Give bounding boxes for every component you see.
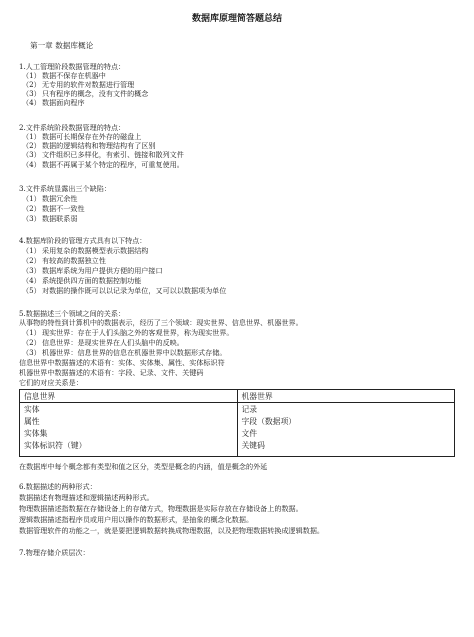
section-5-heading: 5.数据描述三个领域之间的关系： xyxy=(19,309,126,318)
section-6-heading: 6.数据描述的两种形式： xyxy=(19,482,97,491)
list-item: （4）数据面向程序 xyxy=(22,98,85,107)
list-item: （3）数据库系统为用户提供方便的用户接口 xyxy=(22,266,163,275)
section-3-heading: 3.文件系统显露出三个缺陷： xyxy=(19,184,111,193)
section-4-heading: 4.数据库阶段的管理方式具有以下特点： xyxy=(19,236,147,245)
table-cell-line: 记录 xyxy=(241,405,258,414)
table-cell-machine-world xyxy=(237,403,455,457)
table-cell-line: 实体标识符（键） xyxy=(24,441,87,450)
list-item: （4）数据不再属于某个特定的程序，可重复使用。 xyxy=(22,160,184,169)
paragraph: 数据管理软件的功能之一，就是要把逻辑数据转换成物理数据，以及把物理数据转换成逻辑数据。 xyxy=(19,526,325,535)
section-7-heading: 7.物理存储介质层次： xyxy=(19,548,90,557)
table-cell-line: 属性 xyxy=(24,417,40,426)
list-item: （3）机器世界：信息世界的信息在机器世界中以数据形式存储。 xyxy=(22,348,227,357)
list-item: （1）现实世界：存在于人们头脑之外的客观世界，称为现实世界。 xyxy=(22,328,234,337)
list-item: （2）无专用的软件对数据进行管理 xyxy=(22,80,135,89)
paragraph: 信息世界中数据描述的术语有：实体、实体集、属性、实体标识符 xyxy=(19,358,225,367)
table-cell-line: 字段（数据项） xyxy=(241,417,297,426)
list-item: （1）数据可长期保存在外存的磁盘上 xyxy=(22,132,142,141)
chapter-heading: 第一章 数据库概论 xyxy=(30,41,94,50)
table-header: 机器世界 xyxy=(237,390,455,403)
list-item: （4）系统提供四方面的数据控制功能 xyxy=(22,276,142,285)
paragraph: 机器世界中数据描述的术语有：字段、记录、文件、关键码 xyxy=(19,368,204,377)
list-item: （2）信息世界：是现实世界在人们头脑中的反映。 xyxy=(22,338,184,347)
table-cell-line: 关键码 xyxy=(241,441,265,450)
list-item: （2）数据不一致性 xyxy=(22,204,85,213)
list-item: （1）数据冗余性 xyxy=(22,194,78,203)
list-item: （2）有较高的数据独立性 xyxy=(22,256,106,265)
paragraph: 从事物的特性到计算机中的数据表示，经历了三个领域：现实世界、信息世界、机器世界。 xyxy=(19,318,303,327)
section-2-heading: 2.文件系统阶段数据管理的特点： xyxy=(19,123,126,132)
paragraph: 在数据库中每个概念都有类型和值之区分，类型是概念的内涵，值是概念的外延 xyxy=(19,462,268,471)
list-item: （1）数据不保存在机器中 xyxy=(22,71,106,80)
list-item: （3）数据联系弱 xyxy=(22,214,78,223)
table-cell-line: 实体集 xyxy=(24,429,48,438)
table-cell-line: 文件 xyxy=(241,429,258,438)
table-header: 信息世界 xyxy=(20,390,238,403)
terminology-table xyxy=(19,389,455,457)
table-cell-info-world xyxy=(20,403,238,457)
list-item: （3）文件组织已多样化，有索引、链接和散列文件 xyxy=(22,150,184,159)
paragraph: 它们的对应关系是： xyxy=(19,378,83,387)
table-cell-line: 实体 xyxy=(24,405,40,414)
paragraph: 数据描述有物理描述和逻辑描述两种形式。 xyxy=(19,493,154,502)
document-title: 数据库原理简答题总结 xyxy=(191,14,282,24)
paragraph: 逻辑数据描述指程序员或用户用以操作的数据形式，是抽象的概念化数据。 xyxy=(19,515,254,524)
section-1-heading: 1.人工管理阶段数据管理的特点： xyxy=(19,62,126,71)
paragraph: 物理数据描述指数据在存储设备上的存储方式，物理数据是实际存放在存储设备上的数据。 xyxy=(19,504,303,513)
list-item: （2）数据的逻辑结构和物理结构有了区别 xyxy=(22,141,156,150)
list-item: （3）只有程序的概念，没有文件的概念 xyxy=(22,89,149,98)
list-item: （5）对数据的操作既可以以记录为单位，又可以以数据项为单位 xyxy=(22,286,227,295)
list-item: （1）采用复杂的数据模型表示数据结构 xyxy=(22,246,149,255)
